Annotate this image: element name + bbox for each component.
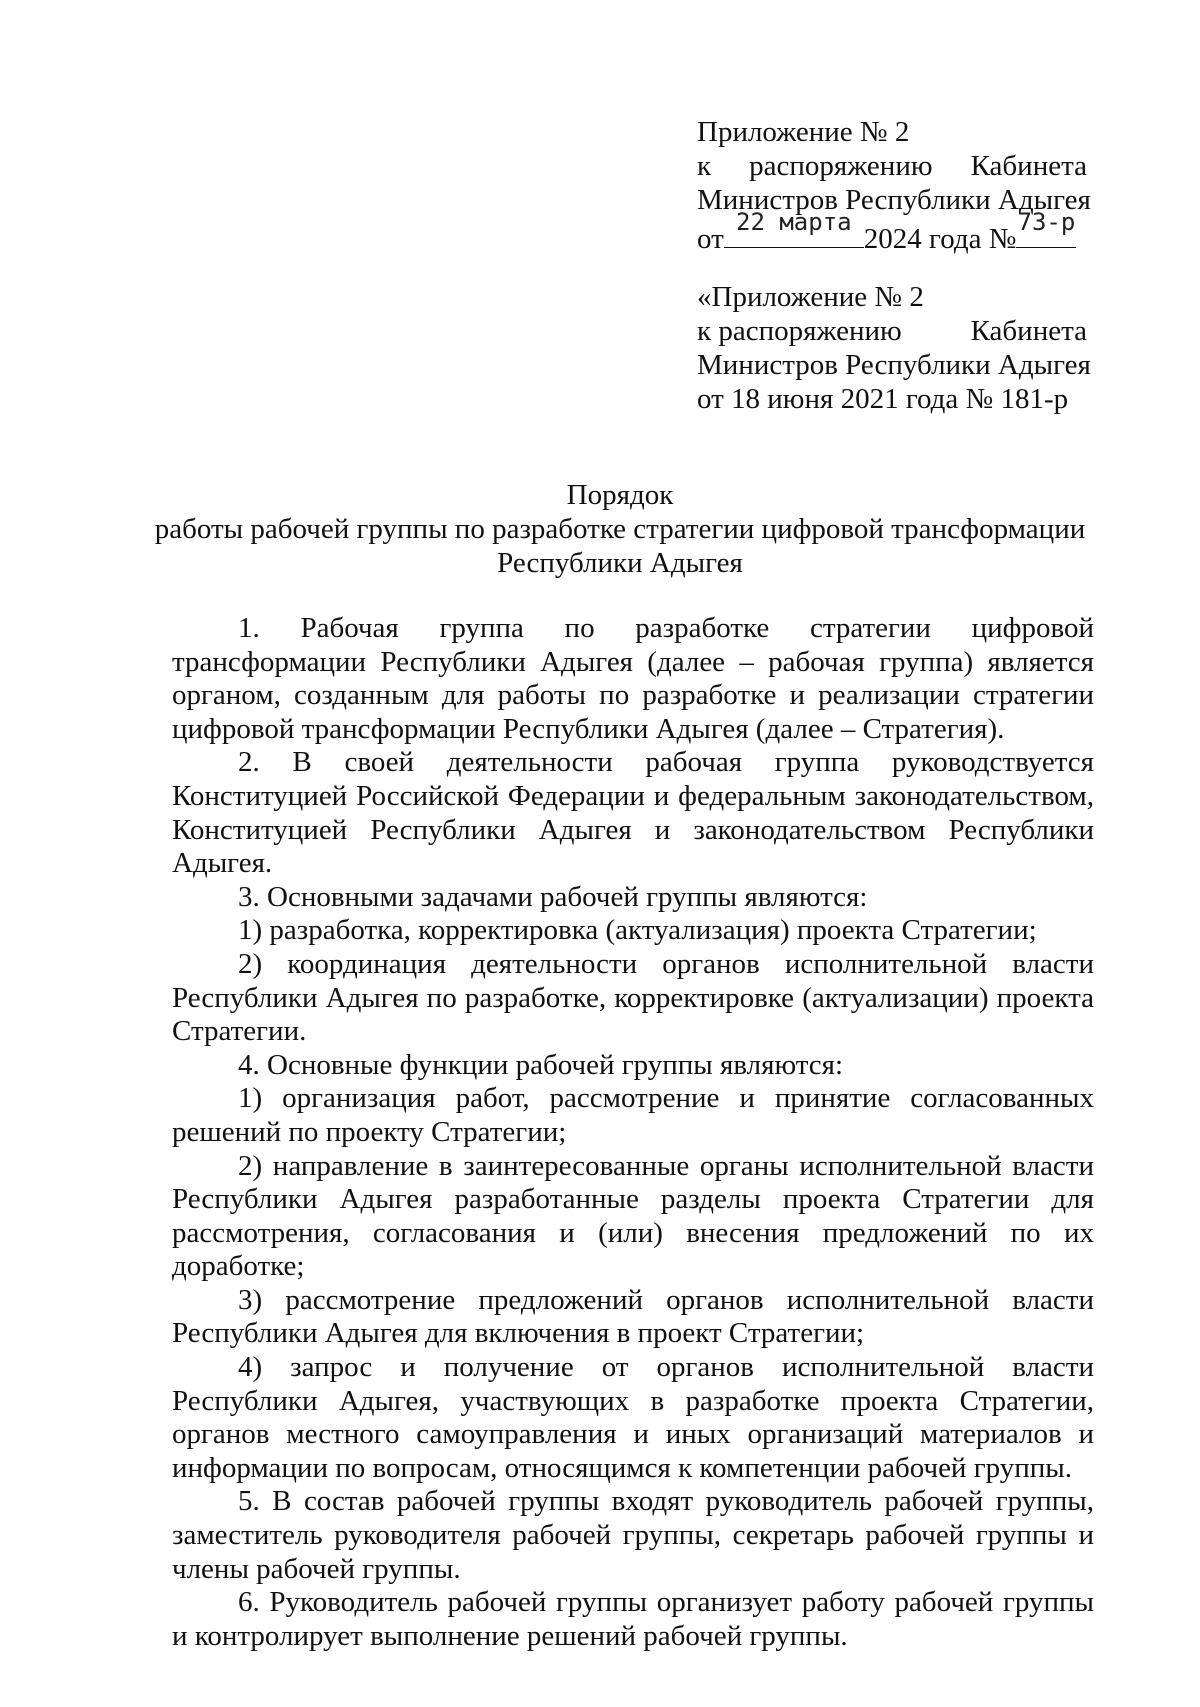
quoted-appendix-header: [697, 280, 1091, 416]
appendix-date-line: [697, 208, 1087, 256]
quoted-ministers-line: Министров Республики Адыгея: [697, 349, 1091, 381]
quoted-word-cabinet: Кабинета: [970, 315, 1087, 347]
paragraph-3-item-1: 1) разработка, корректировка (актуализация) проекта Стратегии;: [238, 914, 1037, 947]
document-body: [172, 612, 1094, 1653]
title-heading: Порядок: [566, 479, 674, 511]
appendix-order-line: [697, 149, 1087, 183]
paragraph-3: 3. Основными задачами рабочей группы являются:: [238, 880, 868, 913]
paragraph-4-item-2: 2) направление в заинтересованные органы исполнительной власти Республики Адыгея разработанные разделы проекта Стратегии для рассмотрения, согласования и (или) внесения предложений по их доработке;: [172, 1149, 1094, 1283]
order-number-value: 73-р: [1017, 208, 1076, 236]
paragraph-6: 6. Руководитель рабочей группы организует работу рабочей группы и контролирует выполнение решений рабочей группы.: [172, 1586, 1094, 1652]
paragraph-4-item-1: 1) организация работ, рассмотрение и принятие согласованных решений по проекту Стратегии;: [172, 1082, 1094, 1148]
appendix-word-order: распоряжению: [749, 150, 933, 182]
quoted-appendix-order-line: [697, 314, 1087, 348]
date-prefix: от: [697, 223, 724, 255]
paragraph-4: 4. Основные функции рабочей группы являются:: [238, 1048, 844, 1081]
paragraph-4-item-3: 3) рассмотрение предложений органов исполнительной власти Республики Адыгея для включения в проект Стратегии;: [172, 1283, 1094, 1350]
title-region: Республики Адыгея: [497, 547, 743, 579]
document-title: [150, 478, 1090, 580]
quoted-appendix-title: «Приложение № 2: [697, 281, 924, 313]
appendix-ministers-line: Министров Республики Адыгея: [697, 184, 1091, 216]
title-subject: работы рабочей группы по разработке стратегии цифровой трансформации: [154, 513, 1086, 545]
paragraph-5: 5. В состав рабочей группы входят руководитель рабочей группы, заместитель руководителя рабочей группы, секретарь рабочей группы и члены рабочей группы.: [172, 1485, 1094, 1585]
appendix-header: [697, 115, 1091, 256]
date-value: 22 марта: [736, 208, 852, 236]
paragraph-1: 1. Рабочая группа по разработке стратегии цифровой трансформации Республики Адыгея (далее – рабочая группа) является органом, созданным для работы по разработке и реализации стратегии цифровой трансформации Республики Адыгея (далее – Стратегия).: [172, 612, 1094, 745]
quoted-word-order: к распоряжению: [697, 315, 902, 347]
appendix-title: Приложение № 2: [697, 116, 910, 148]
appendix-word-to: к: [697, 150, 712, 182]
order-number-field: [1016, 208, 1076, 248]
date-suffix: 2024 года №: [863, 223, 1017, 255]
date-field: [724, 208, 864, 248]
paragraph-3-item-2: 2) координация деятельности органов исполнительной власти Республики Адыгея по разработке, корректировке (актуализации) проекта Стратегии.: [172, 947, 1094, 1048]
paragraph-4-item-4: 4) запрос и получение от органов исполнительной власти Республики Адыгея, участвующих в разработке проекта Стратегии, органов местного самоуправления и иных организаций материалов и информации по вопросам, относящимся к компетенции рабочей группы.: [172, 1351, 1094, 1484]
appendix-word-cabinet: Кабинета: [970, 150, 1087, 182]
quoted-date-line: от 18 июня 2021 года № 181-р: [697, 383, 1069, 415]
paragraph-2: 2. В своей деятельности рабочая группа руководствуется Конституцией Российской Федерации и федеральным законодательством, Конституцией Республики Адыгея и законодательством Республики Адыгея.: [172, 746, 1094, 880]
